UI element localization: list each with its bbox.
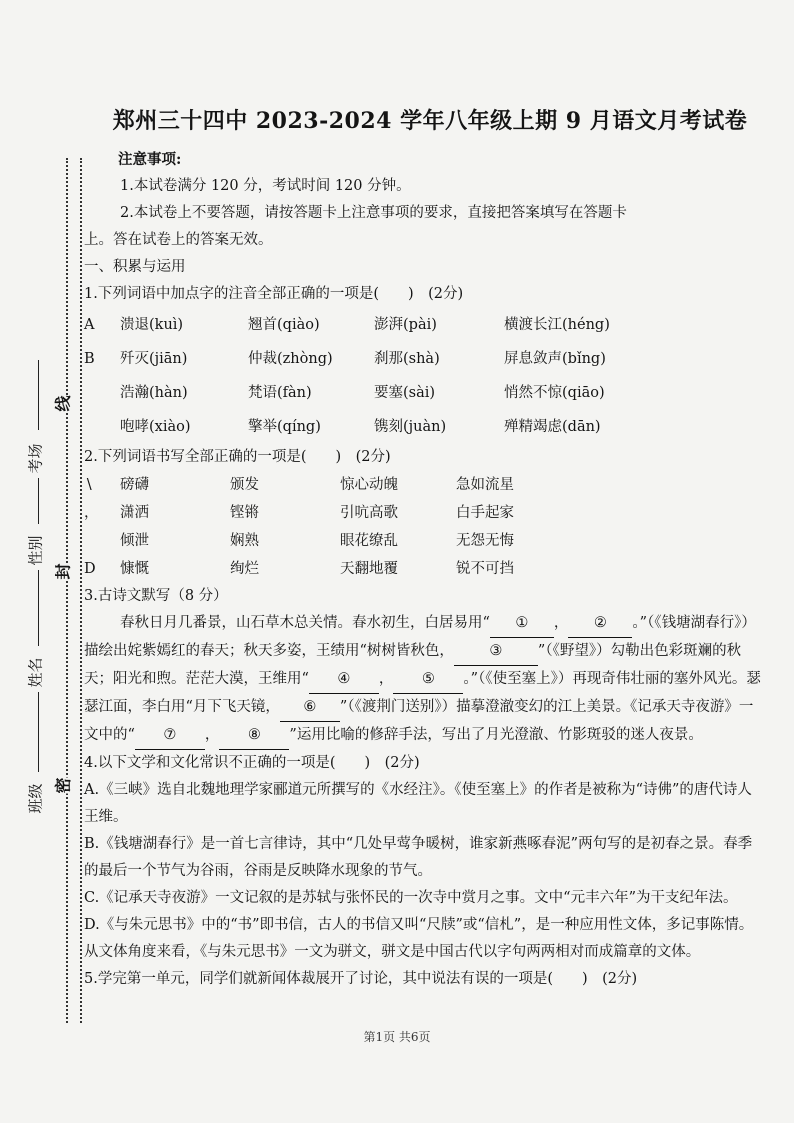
q1-option-row [84,342,764,376]
q3-text: 。”（《使至塞上》）再现奇伟壮丽的塞外风光。瑟瑟江面，李白用“月下飞天镜， [84,671,761,715]
q2-word: 白手起家 [456,504,514,521]
q1-option-row [84,376,764,410]
q4-stem: 4.以下文学和文化常识不正确的一项是( ) (2分) [84,755,420,771]
notice-item-1: 1.本试卷满分 120 分，考试时间 120 分钟。 [120,178,411,194]
q1-word: 擎举(qíng) [248,418,321,435]
q2-word: 无怨无悔 [456,532,514,549]
q1-word: 殚精竭虑(dān) [504,418,601,435]
q3-heading: 3.古诗文默写（8 分） [84,588,228,604]
q1-word: 翘首(qiào) [248,316,320,333]
q1-word: 歼灭(jiān) [120,350,188,367]
q2-word: 磅礴 [120,476,149,493]
q1-stem: 1.下列词语中加点字的注音全部正确的一项是( ) (2分) [84,286,464,302]
q1-word: 澎湃(pài) [374,316,437,333]
q3-passage [84,610,764,750]
q3-blank-4[interactable]: ④ [309,666,379,694]
page-title: 郑州三十四中 2023-2024 学年八年级上期 9 月语文月考试卷 [112,108,748,134]
notice-item-2a: 2.本试卷上不要答题，请按答题卡上注意事项的要求，直接把答案填写在答题卡 [120,205,627,221]
q1-word: 要塞(sài) [374,384,436,401]
q2-stem: 2.下列词语书写全部正确的一项是( ) (2分) [84,449,391,465]
q1-option-row [84,308,764,342]
binding-line [66,158,82,1023]
q3-text: ”（《渡荆门送别》）描摹澄澈变幻的江上美景。《记承天寺夜游》一文中的“ [84,699,754,743]
exam-room-line[interactable] [38,360,39,430]
q1-option-label: A [84,316,95,333]
q2-word: 锐不可挡 [456,560,514,577]
binding-mark-xian: 线 [47,395,78,411]
q2-word: 引吭高歌 [340,504,398,521]
q4-option-b: B.《钱塘湖春行》是一首七言律诗，其中“几处早莺争暖树，谁家新燕啄春泥”两句写的是初春之景。春季的最后一个节气为谷雨，谷雨是反映降水现象的节气。 [84,836,753,879]
gender-line[interactable] [38,478,39,524]
q3-blank-7[interactable]: ⑦ [135,722,205,750]
q2-option-row [84,471,764,499]
exam-room-field [20,443,50,474]
binding-mark-feng: 封 [47,563,78,579]
q3-text: ， [204,727,220,743]
exam-content [84,146,764,993]
q3-text: 春秋日月几番景，山石草木总关情。春水初生，白居易用“ [120,615,490,631]
name-label: 姓名 [26,657,45,688]
q2-word: 颁发 [230,476,259,493]
q5-stem: 5.学完第一单元，同学们就新闻体裁展开了讨论，其中说法有误的一项是( ) (2分) [84,971,638,987]
q1-word: 梵语(fàn) [248,384,312,401]
q2-option-label: ， [84,504,99,521]
binding-mark-mi: 密 [47,777,78,793]
q2-word: 娴熟 [230,532,259,549]
q2-word: 惊心动魄 [340,476,398,493]
q3-text: ”运用比喻的修辞手法，写出了月光澄澈、竹影斑驳的迷人夜景。 [289,727,703,743]
section-heading: 一、积累与运用 [84,259,186,275]
q3-text: ， [553,615,569,631]
q2-word: 天翻地覆 [340,560,398,577]
q2-word: 铿锵 [230,504,259,521]
q2-option-label: D [84,560,96,577]
notice-heading: 注意事项: [118,151,182,168]
q2-word: 慷慨 [120,560,149,577]
q1-option-label: B [84,350,95,367]
q4-option-c: C.《记承天寺夜游》一文记叙的是苏轼与张怀民的一次寺中赏月之事。文中“元丰六年”为干支纪年法。 [84,890,738,906]
q3-text: ”（《野望》）勾勒出色彩斑斓的秋天；阳光和煦。茫茫大漠，王维用“ [84,643,742,687]
q2-option-row [84,499,764,527]
q3-text: ， [378,671,394,687]
q1-word: 溃退(kuì) [120,316,184,333]
q2-option-row [84,555,764,583]
q3-blank-5[interactable]: ⑤ [393,666,463,694]
q4-option-d: D.《与朱元思书》中的“书”即书信，古人的书信又叫“尺牍”或“信札”，是一种应用性文体，多记事陈情。从文体角度来看，《与朱元思书》一文为骈文，骈文是中国古代以字句两两相对而成篇章的文体。 [84,917,754,960]
page-footer: 第1页 共6页 [363,1030,431,1044]
q1-word: 镌刻(juàn) [374,418,447,435]
q1-word: 咆哮(xiào) [120,418,191,435]
q2-word: 急如流星 [456,476,514,493]
q3-blank-1[interactable]: ① [490,610,554,638]
notice-item-2b: 上。答在试卷上的答案无效。 [84,232,273,248]
q2-option-row [84,527,764,555]
q3-text: 。”（《钱塘湖春行》）描绘出姹紫嫣红的春天；秋天多姿，王绩用“树树皆秋色， [84,615,756,659]
exam-room-label: 考场 [26,443,45,474]
q4-option-a: A.《三峡》选自北魏地理学家郦道元所撰写的《水经注》。《使至塞上》的作者是被称为“诗佛”的唐代诗人王维。 [84,782,752,825]
gender-field [20,535,50,566]
q3-blank-8[interactable]: ⑧ [219,722,289,750]
q3-blank-2[interactable]: ② [568,610,632,638]
q2-option-label: ∖ [84,476,94,493]
q3-blank-3[interactable]: ③ [454,638,538,666]
class-field [20,783,50,814]
q1-option-row [84,410,764,444]
q1-word: 仲裁(zhòng) [248,350,333,367]
q2-word: 绚烂 [230,560,259,577]
name-field [20,657,50,688]
q1-word: 屏息敛声(bǐng) [504,350,606,367]
q2-word: 眼花缭乱 [340,532,398,549]
q1-word: 浩瀚(hàn) [120,384,188,401]
q1-word: 悄然不惊(qiāo) [504,384,605,401]
q2-word: 潇洒 [120,504,149,521]
class-label: 班级 [26,783,45,814]
q2-word: 倾泄 [120,532,149,549]
gender-label: 性别 [26,535,45,566]
q3-blank-6[interactable]: ⑥ [280,694,340,722]
q1-word: 刹那(shà) [374,350,440,367]
class-line[interactable] [38,692,39,772]
q1-word: 横渡长江(héng) [504,316,610,333]
name-line[interactable] [38,570,39,646]
